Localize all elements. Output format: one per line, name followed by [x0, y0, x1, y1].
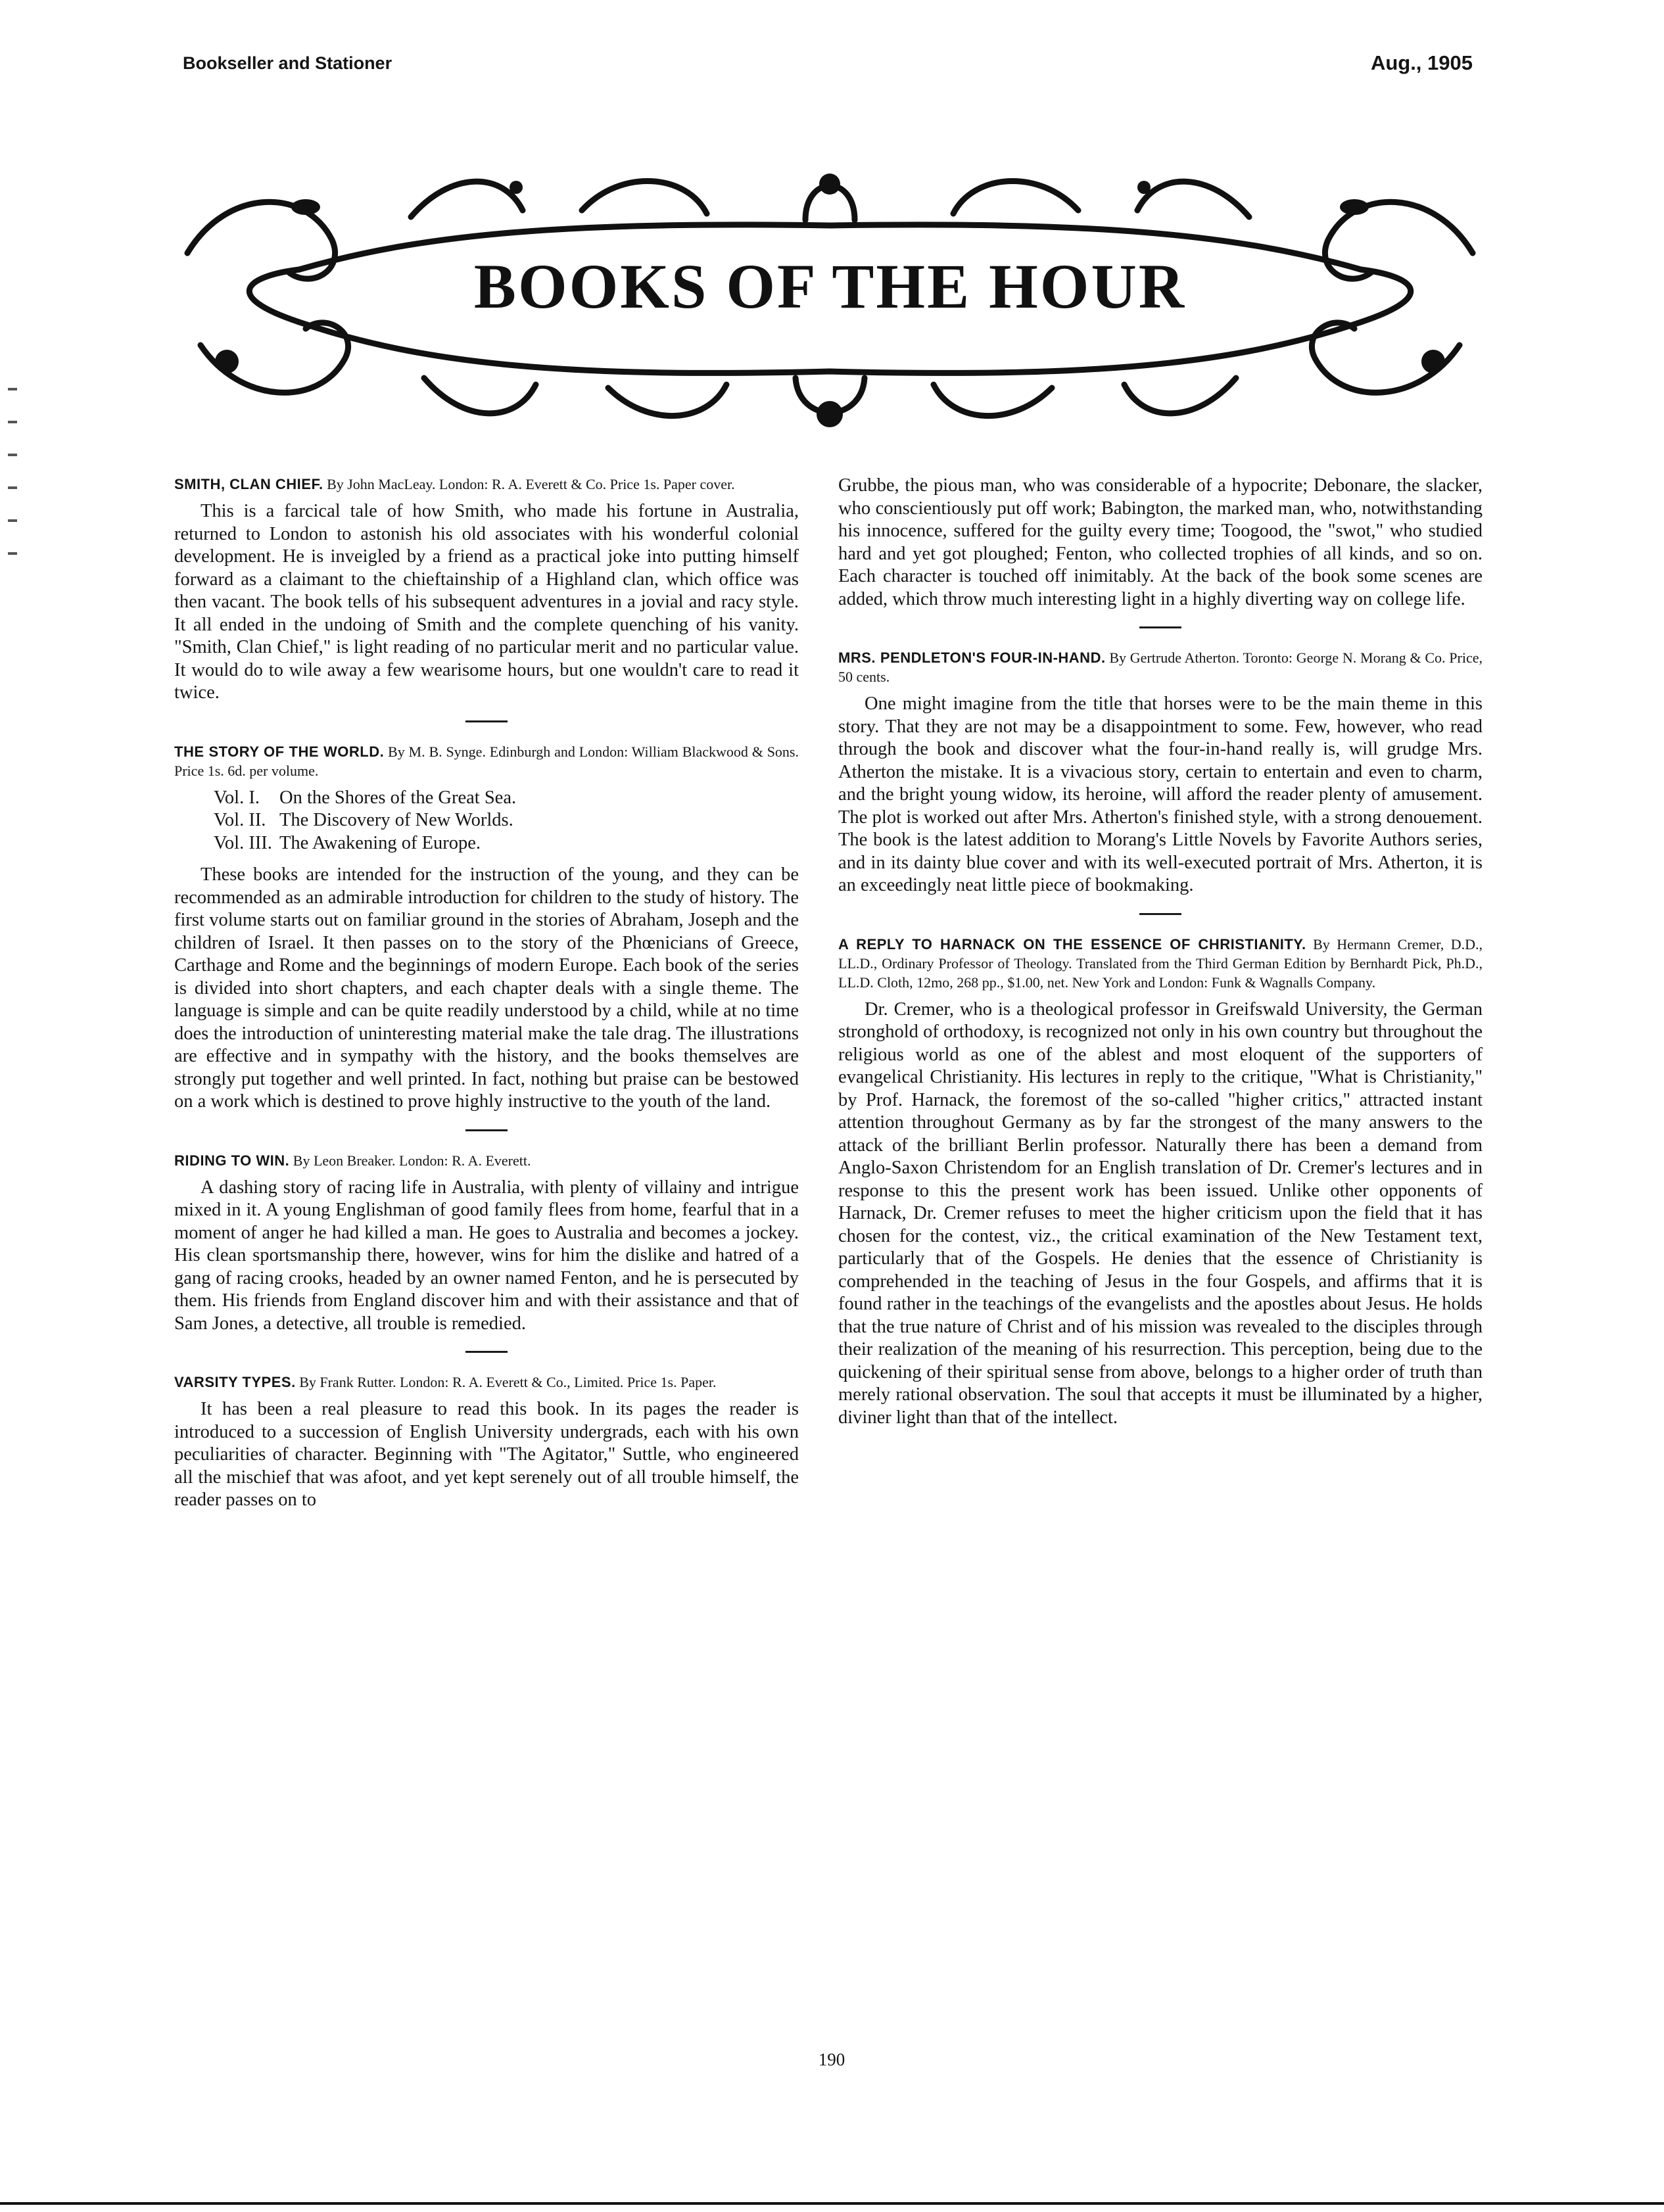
review-varsity-types-continued: [838, 475, 1483, 611]
review-body: It has been a real pleasure to read this book. In its pages the reader is introduced to a succession of English University undergrads, each with his own peculiarities of character. Beginning with "The Agitator," Suttle, who engineered all the mischief that was afoot, and yet kept serenely out of all trouble himself, the reader passes on to: [174, 1399, 799, 1510]
review-body: Dr. Cremer, who is a theological professor in Greifswald University, the German stronghold of orthodoxy, is recognized not only in his own country but throughout the religious world as one of the ablest and most eloquent of the supporters of evangelical Christianity. His lectures in reply to the critique, "What is Christianity," by Prof. Harnack, the foremost of the so-called "higher critics," attracted instant attention throughout Germany as by far the strongest of the many answers to the attack of the brilliant Berlin professor. Naturally there has been a demand from Anglo-Saxon Christendom for an English translation of Dr. Cremer's lectures and in response to this the present work has been issued. Unlike other opponents of Harnack, Dr. Cremer refuses to meet the higher criticism upon the field that it has chosen for the contest, viz., the critical examination of the New Testament text, particularly that of the Gospels. He denies that the essence of Christianity is comprehended in the teaching of Jesus in the four Gospels, and affirms that it is found rather in the teachings of the evangelists and the apostles about Jesus. He holds that the true nature of Christ and of his mission was revealed to the disciples through their realization of the meaning of his resurrection. This perception, being due to the quickening of their spiritual sense from above, belongs to a higher order of truth than merely rational observation. The soul that accepts it must be illuminated by a higher, diviner light than that of the intellect.: [838, 999, 1483, 1428]
review-heading: [838, 648, 1483, 686]
review-meta: By Frank Rutter. London: R. A. Everett & Co., Limited. Price 1s. Paper.: [299, 1374, 717, 1390]
review-title: MRS. PENDLETON'S FOUR-IN-HAND.: [838, 649, 1106, 666]
review-body-continued: Grubbe, the pious man, who was considerable of a hypocrite; Debonare, the slacker, who conscientiously put off work; Babington, the marked man, who, notwithstanding his innocence, suffered for the guilty every time; Toogood, the "swot," who studied hard and yet got ploughed; Fenton, who collected trophies of all kinds, and so on. Each character is touched off inimitably. At the back of the book some scenes are added, which throw much interesting light in a highly diverting way on college life.: [838, 475, 1483, 609]
scan-mark: [8, 454, 17, 456]
scan-edge-line: [0, 2202, 1664, 2205]
review-reply-to-harnack: [838, 935, 1483, 1430]
review-smith-clan-chief: [174, 475, 799, 705]
volume-number: Vol. III.: [214, 832, 272, 853]
review-meta: By John MacLeay. London: R. A. Everett & Co. Price 1s. Paper cover.: [327, 476, 735, 492]
review-riding-to-win: [174, 1151, 799, 1336]
review-title: A REPLY TO HARNACK ON THE ESSENCE OF CHRISTIANITY.: [838, 935, 1306, 953]
review-heading: [174, 1151, 799, 1170]
review-heading: [838, 935, 1483, 992]
section-divider: [465, 1129, 508, 1131]
review-story-of-the-world: [174, 742, 799, 1114]
scan-mark: [8, 421, 17, 423]
issue-date: Aug., 1905: [1370, 51, 1473, 74]
review-body: These books are intended for the instruction of the young, and they can be recommended as an admirable introduction for children to the study of history. The first volume starts out on familiar ground in the stories of Abraham, Joseph and the children of Israel. It then passes on to the story of the Phœnicians of Greece, Carthage and Rome and the beginnings of modern Europe. Each book of the series is divided into short chapters, and each chapter deals with a single theme. The language is simple and can be quite readily understood by a child, while at no time does the introduction of uninteresting material make the tale drag. The illustrations are effective and in sympathy with the history, and the books themselves are strongly put together and well printed. In fact, nothing but praise can be bestowed on a work which is destined to prove highly instructive to the youth of the land.: [174, 864, 799, 1112]
scan-mark: [8, 552, 17, 555]
scan-mark: [8, 486, 17, 489]
scan-mark: [8, 519, 17, 522]
section-divider: [465, 1351, 508, 1353]
review-body: One might imagine from the title that horses were to be the main theme in this story. That they are not may be a disappointment to some. Few, however, who read through the book and discover what the four-in-hand really is, will grudge Mrs. Atherton the mistake. It is a vivacious story, certain to entertain and even to charm, and the bright young widow, its heroine, will afford the reader plenty of amusement. The plot is worked out after Mrs. Atherton's finished style, with a strong denouement. The book is the latest addition to Morang's Little Novels by Favorite Authors series, and in its dainty blue cover and with its well-executed portrait of Mrs. Atherton, it is an exceedingly neat little piece of bookmaking.: [838, 694, 1483, 895]
volume-item: [174, 809, 799, 832]
review-meta: By Leon Breaker. London: R. A. Everett.: [293, 1152, 531, 1169]
volume-title: The Discovery of New Worlds.: [279, 810, 513, 830]
review-meta: By M. B. Synge. Edinburgh and London: William Blackwood & Sons. Price 1s. 6d. per volume.: [174, 743, 799, 779]
review-title: RIDING TO WIN.: [174, 1152, 290, 1169]
banner-title: BOOKS OF THE HOUR: [473, 251, 1187, 321]
publication-name: Bookseller and Stationer: [183, 53, 392, 73]
review-varsity-types: [174, 1373, 799, 1512]
section-divider: [465, 720, 508, 722]
section-divider: [1139, 913, 1181, 915]
volume-item: [174, 787, 799, 810]
volume-title: On the Shores of the Great Sea.: [279, 787, 517, 808]
volume-item: [174, 832, 799, 855]
right-column: [838, 475, 1483, 1429]
volume-list: [174, 787, 799, 855]
review-meta: By Hermann Cremer, D.D., LL.D., Ordinary Professor of Theology. Translated from the Third German Edition by Bernhardt Pick, Ph.D., LL.D. Cloth, 12mo, 268 pp., $1.00, net. New York and London: Funk & Wagnalls Company.: [838, 935, 1483, 991]
section-divider: [1139, 626, 1181, 628]
review-body: A dashing story of racing life in Australia, with plenty of villainy and intrigue mixed in it. A young Englishman of good family flees from home, fearful that in a moment of anger he had killed a man. He goes to Australia and becomes a jockey. His clean sportsmanship there, however, wins for him the dislike and hatred of a gang of racing crooks, headed by an owner named Fenton, and he is persecuted by them. His friends from England discover him and with their assistance and that of Sam Jones, a detective, all trouble is remedied.: [174, 1177, 799, 1334]
review-heading: [174, 1373, 799, 1392]
review-meta: By Gertrude Atherton. Toronto: George N. Morang & Co. Price, 50 cents.: [838, 649, 1483, 685]
review-mrs-pendleton: [838, 648, 1483, 897]
review-title: THE STORY OF THE WORLD.: [174, 743, 385, 760]
review-heading: [174, 475, 799, 494]
review-title: VARSITY TYPES.: [174, 1374, 296, 1390]
volume-title: The Awakening of Europe.: [279, 832, 481, 853]
volume-number: Vol. I.: [214, 787, 260, 808]
review-heading: [174, 742, 799, 780]
review-title: SMITH, CLAN CHIEF.: [174, 476, 323, 492]
page-number: 190: [818, 2050, 845, 2069]
review-body: This is a farcical tale of how Smith, who made his fortune in Australia, returned to London to astonish his old associates with his wonderful colonial development. He is inveigled by a friend as a practical joke into putting himself forward as a claimant to the chieftainship of a Highland clan, which office was then vacant. The book tells of his subsequent adventures in a jovial and racy style. It all ended in the undoing of Smith and the complete quenching of his vanity. "Smith, Clan Chief," is light reading of no particular merit and no particular value. It would do to wile away a few wearisome hours, but one wouldn't care to read it twice.: [174, 501, 799, 703]
scan-mark: [8, 388, 17, 390]
volume-number: Vol. II.: [214, 810, 266, 830]
left-column: [174, 475, 799, 1512]
